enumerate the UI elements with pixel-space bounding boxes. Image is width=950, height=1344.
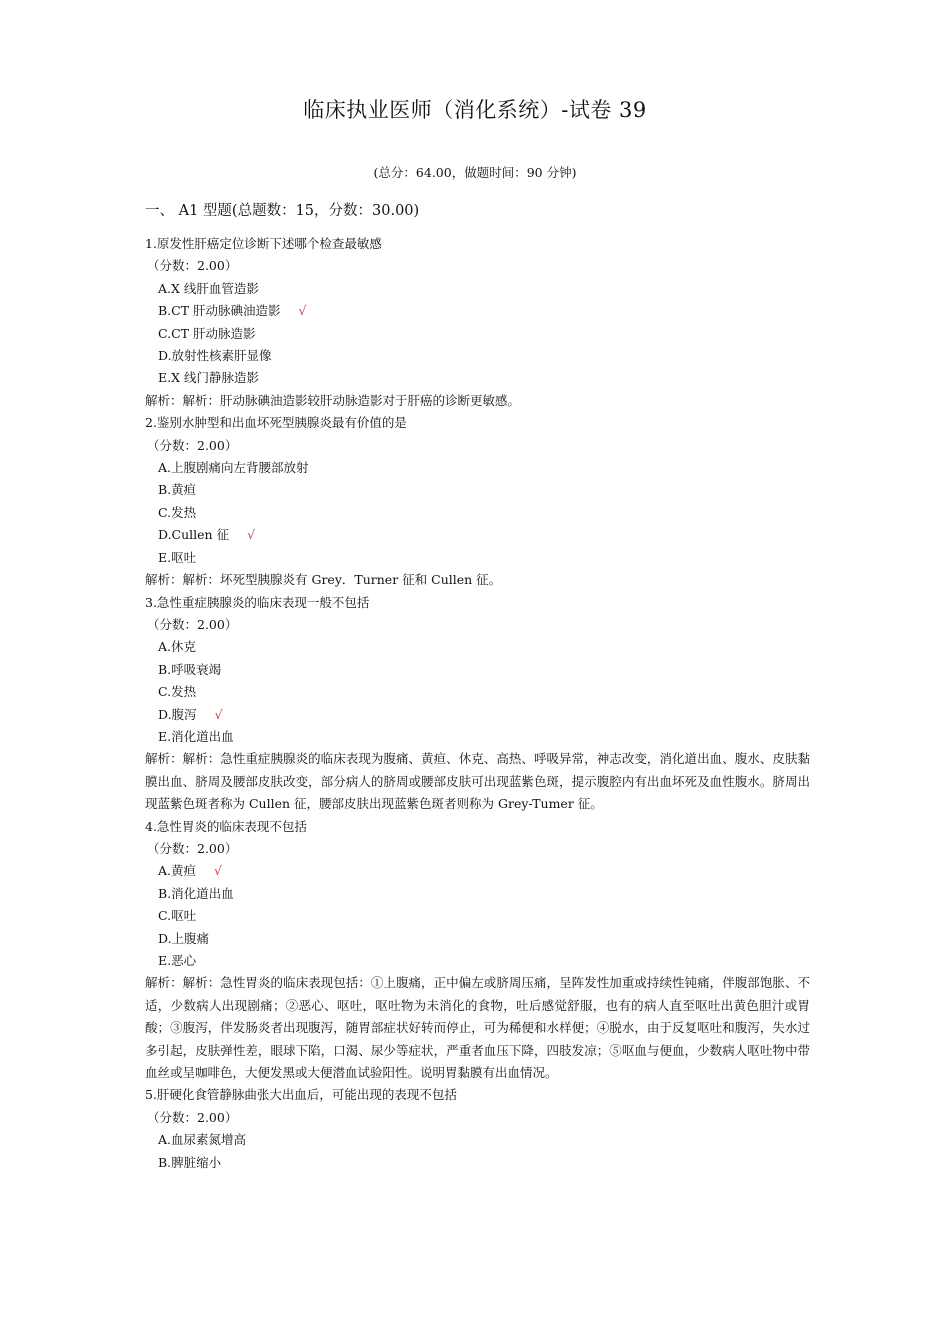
answer-option <box>145 502 810 524</box>
answer-option <box>145 323 810 345</box>
option-text: D.腹泻 <box>158 706 197 722</box>
answer-option <box>145 1152 810 1174</box>
question-explanation: 解析：解析：急性胃炎的临床表现包括：①上腹痛，正中偏左或脐周压痛，呈阵发性加重或持续性钝痛，伴腹部饱胀、不适，少数病人出现剧痛；②恶心、呕吐，呕吐物为未消化的食物，吐后感觉舒服，也有的病人直至呕吐出黄色胆汁或胃酸；③腹泻，伴发肠炎者出现腹泻，随胃部症状好转而停止，可为稀便和水样便；④脱水，由于反复呕吐和腹泻，失水过多引起，皮肤弹性差，眼球下陷，口渴、尿少等症状，严重者血压下降，四肢发凉；⑤呕血与便血，少数病人呕吐物中带血丝或呈咖啡色，大便发黑或大便潜血试验阳性。说明胃黏膜有出血情况。 <box>145 975 810 1081</box>
option-text: E.消化道出血 <box>158 728 234 744</box>
option-text: C.呕吐 <box>158 908 197 924</box>
exam-meta: (总分：64.00，做题时间：90 分钟) <box>373 165 577 180</box>
option-text: E.呕吐 <box>158 549 197 565</box>
answer-option <box>145 300 810 322</box>
question-score: （分数：2.00） <box>147 1109 238 1125</box>
option-text: A.休克 <box>158 639 197 655</box>
question-stem: 3.急性重症胰腺炎的临床表现一般不包括 <box>145 594 370 610</box>
answer-option <box>145 457 810 479</box>
answer-option <box>145 524 810 546</box>
question-explanation: 解析：解析：肝动脉碘油造影较肝动脉造影对于肝癌的诊断更敏感。 <box>145 392 521 408</box>
option-text: D.Cullen 征 <box>158 527 230 543</box>
correct-checkmark-icon: √ <box>214 863 222 879</box>
question-score: （分数：2.00） <box>147 258 238 274</box>
question-stem: 4.急性胃炎的临床表现不包括 <box>145 818 307 834</box>
option-text: D.上腹痛 <box>158 930 210 946</box>
question-score: （分数：2.00） <box>147 437 238 453</box>
question-stem: 5.肝硬化食管静脉曲张大出血后，可能出现的表现不包括 <box>145 1087 457 1103</box>
answer-option <box>145 950 810 972</box>
answer-option <box>145 278 810 300</box>
answer-option <box>145 928 810 950</box>
option-text: B.呼吸衰竭 <box>158 661 222 677</box>
page-title: 临床执业医师（消化系统）-试卷 39 <box>303 98 647 122</box>
answer-option <box>145 860 810 882</box>
option-text: E.恶心 <box>158 953 197 968</box>
question-explanation: 解析：解析：坏死型胰腺炎有 Grey．Turner 征和 Cullen 征。 <box>145 572 502 588</box>
correct-checkmark-icon: √ <box>247 527 256 543</box>
answer-option <box>145 704 810 726</box>
option-text: A.黄疸 <box>158 863 197 879</box>
answer-option <box>145 367 810 389</box>
answer-option <box>145 1129 810 1151</box>
question-explanation: 解析：解析：急性重症胰腺炎的临床表现为腹痛、黄疸、休克、高热、呼吸异常，神志改变，消化道出血、腹水、皮肤黏膜出血、脐周及腰部皮肤改变，部分病人的脐周或腰部皮肤可出现蓝紫色斑，提示腹腔内有出血坏死及血性腹水。脐周出现蓝紫色斑者称为 Cullen 征，腰部皮肤出现蓝紫色斑者则称为 Grey-Tumer 征。 <box>145 751 810 812</box>
question-score: （分数：2.00） <box>147 840 238 856</box>
question-block <box>145 592 810 816</box>
option-text: B.CT 肝动脉碘油造影 <box>158 303 281 319</box>
option-text: B.黄疸 <box>158 482 197 498</box>
question-block <box>145 816 810 1085</box>
option-text: B.消化道出血 <box>158 885 234 901</box>
question-block <box>145 1084 810 1174</box>
answer-option <box>145 883 810 905</box>
option-text: C.CT 肝动脉造影 <box>158 325 256 341</box>
answer-option <box>145 345 810 367</box>
answer-option <box>145 479 810 501</box>
question-score: （分数：2.00） <box>147 616 238 632</box>
answer-option <box>145 726 810 748</box>
answer-option <box>145 636 810 658</box>
answer-option <box>145 681 810 703</box>
option-text: A.上腹剧痛向左背腰部放射 <box>158 460 309 476</box>
correct-checkmark-icon: √ <box>214 706 223 722</box>
section-heading: 一、 A1 型题(总题数：15，分数：30.00) <box>145 203 420 219</box>
option-text: D.放射性核素肝显像 <box>158 348 272 364</box>
question-block <box>145 233 810 412</box>
option-text: E.X 线门静脉造影 <box>158 370 259 386</box>
option-text: A.X 线肝血管造影 <box>158 280 259 296</box>
question-stem: 2.鉴别水肿型和出血坏死型胰腺炎最有价值的是 <box>145 415 407 431</box>
question-stem: 1.原发性肝癌定位诊断下述哪个检查最敏感 <box>145 236 382 251</box>
answer-option <box>145 547 810 569</box>
option-text: C.发热 <box>158 684 197 700</box>
question-block <box>145 412 810 591</box>
option-text: B.脾脏缩小 <box>158 1154 222 1170</box>
answer-option <box>145 905 810 927</box>
option-text: A.血尿素氮增高 <box>158 1132 247 1148</box>
option-text: C.发热 <box>158 504 197 520</box>
answer-option <box>145 659 810 681</box>
question-list <box>145 233 810 1174</box>
correct-checkmark-icon: √ <box>298 303 307 319</box>
